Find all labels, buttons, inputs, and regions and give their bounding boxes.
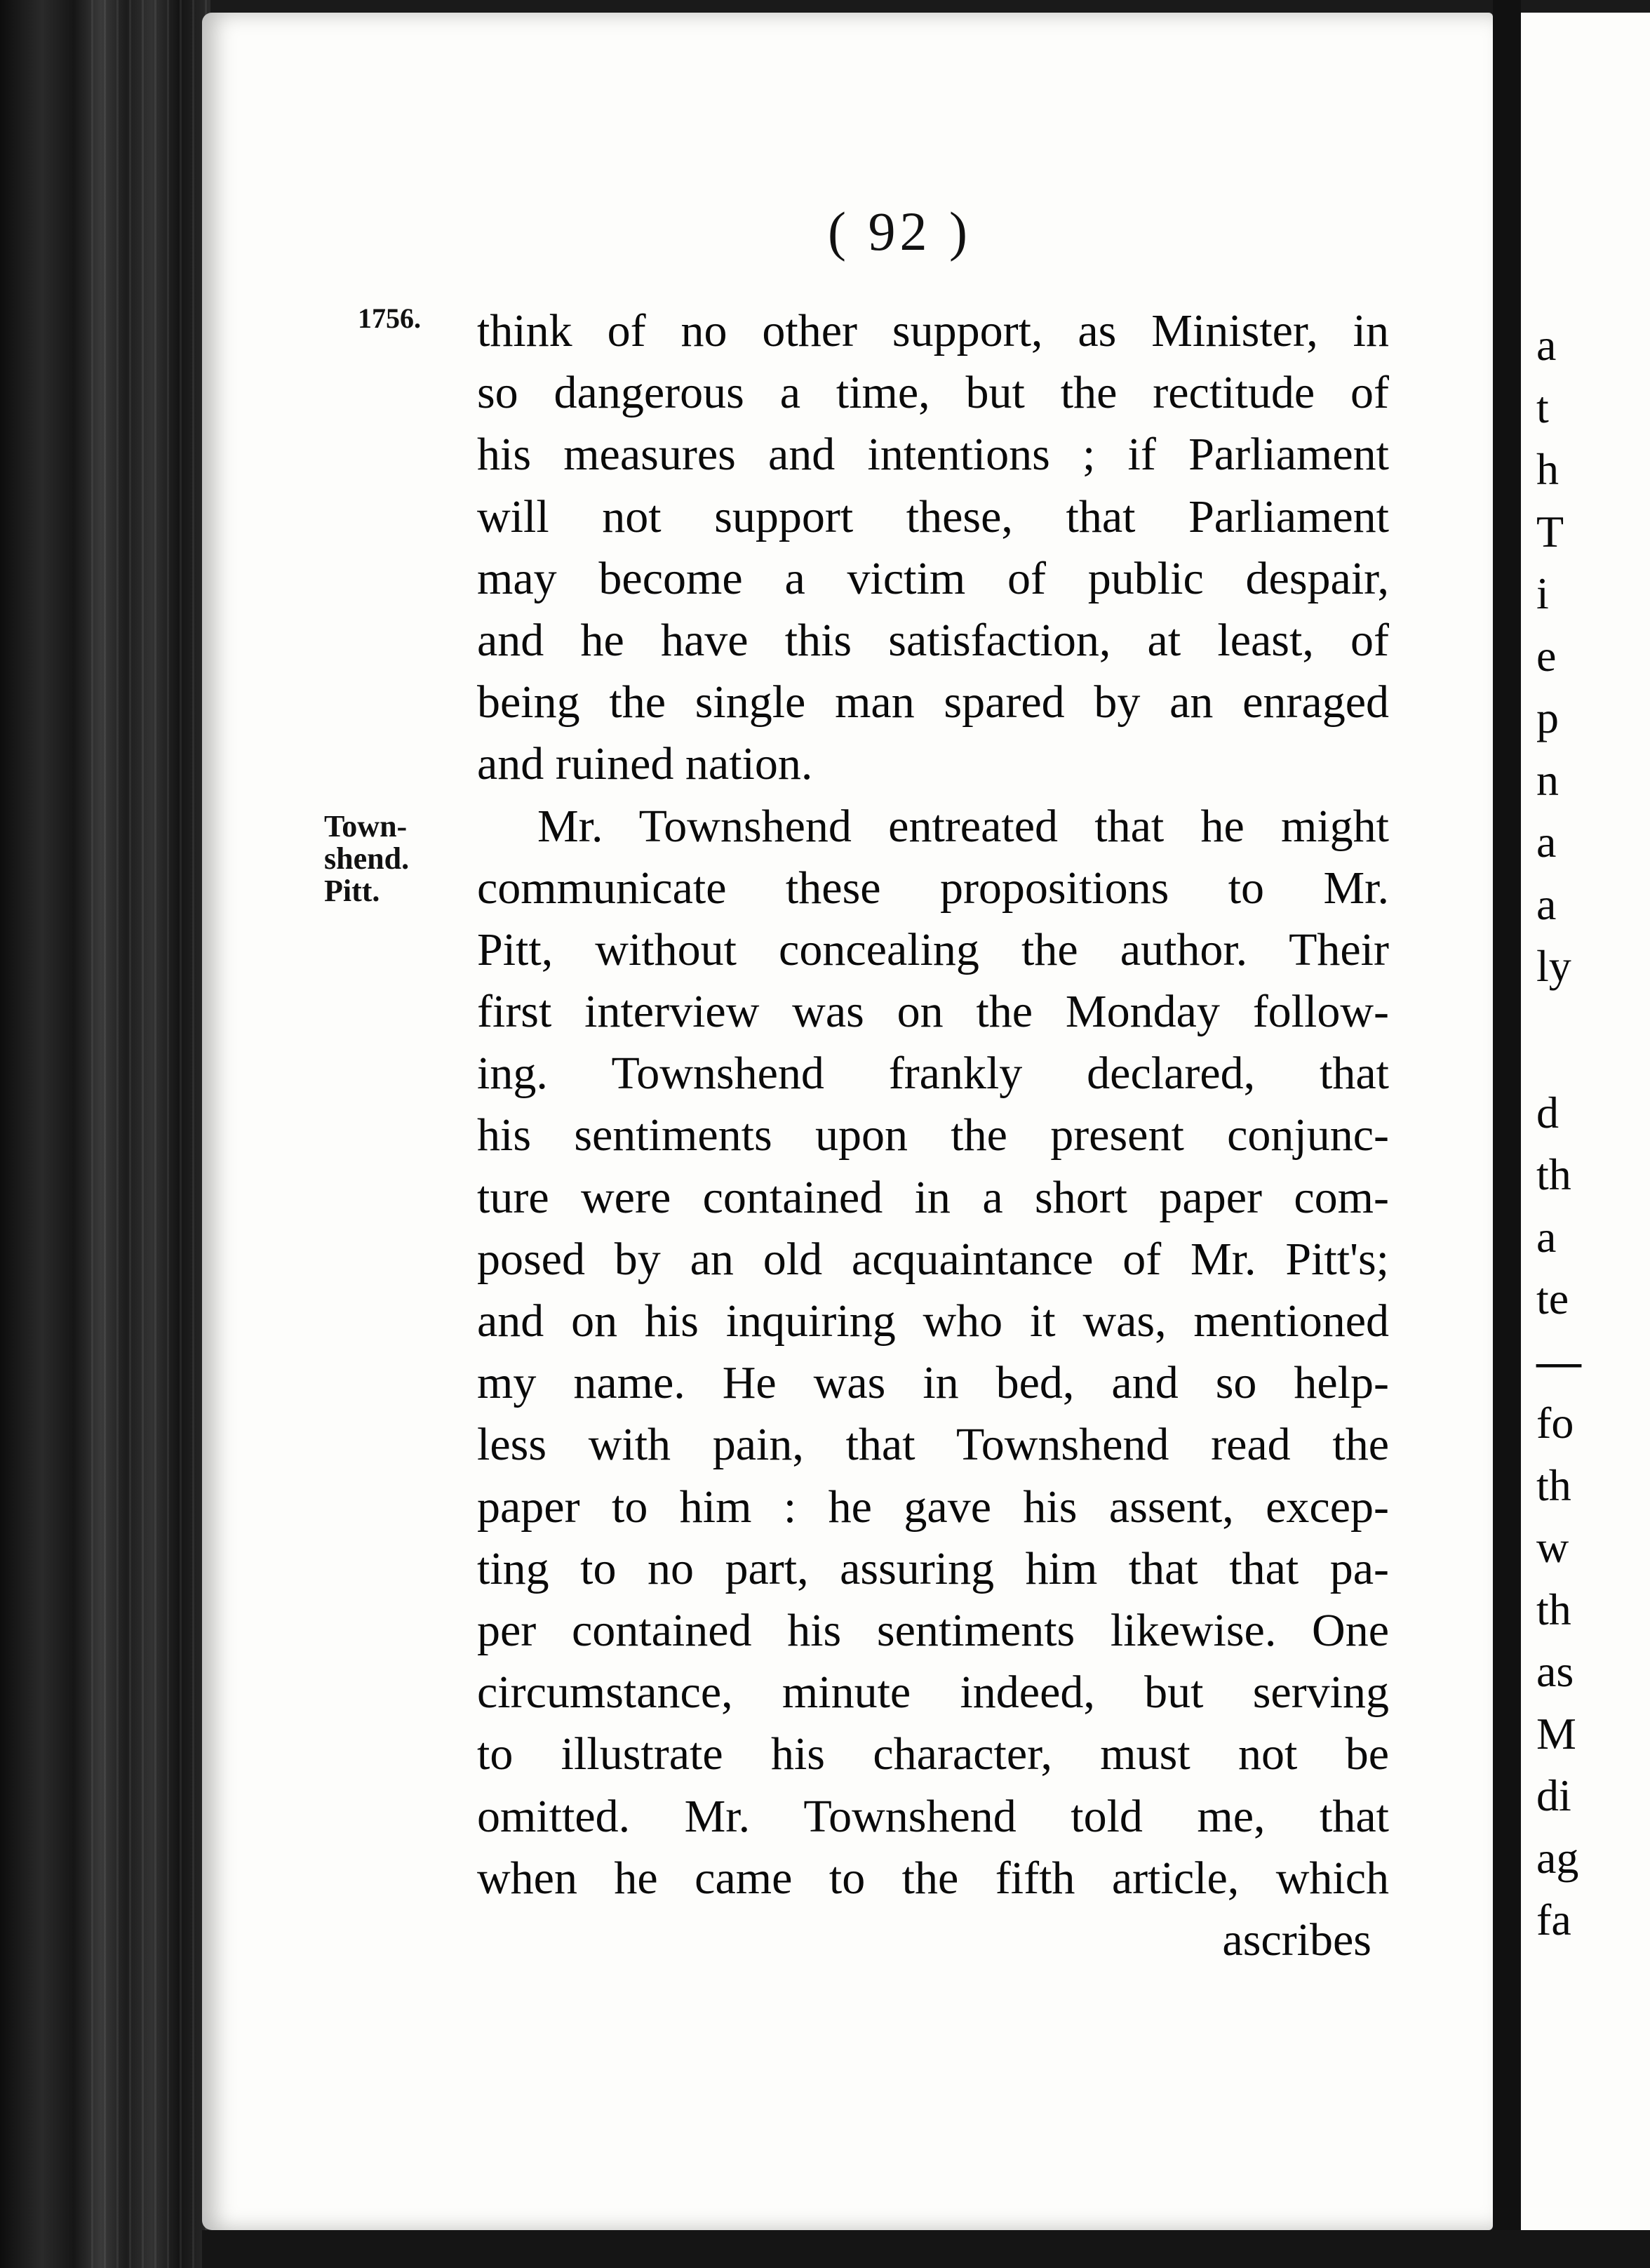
facing-page-text [1536,314,1581,1952]
text-line: and ruined nation. [477,738,813,790]
text-line: and on his inquiring who it was, mentioned [477,1295,1389,1347]
bottom-edge [202,2230,1650,2268]
text-line: when he came to the fifth article, which [477,1852,1389,1904]
facing-fragment: n [1536,754,1559,805]
text-line: will not support these, that Parliament [477,491,1389,542]
facing-fragment: as [1536,1646,1574,1696]
text-line: per contained his sentiments likewise. One [477,1604,1389,1656]
facing-fragment: e [1536,630,1557,681]
sidenote [324,811,409,907]
sidenote-line: shend. [324,841,410,876]
facing-fragment: M [1536,1708,1576,1759]
text-line: ture were contained in a short paper com- [477,1171,1389,1223]
text-line: less with pain, that Townshend read the [477,1419,1389,1471]
text-line: so dangerous a time, but the rectitude of [477,367,1389,419]
sidenote-line: Town- [324,809,408,843]
text-line: ting to no part, assuring him that that pa- [477,1542,1389,1594]
catchword: ascribes [1222,1914,1371,1966]
text-line: may become a victim of public despair, [477,552,1389,604]
facing-page [1521,13,1650,2244]
body-text [477,300,1389,1971]
facing-fragment: h [1536,444,1559,494]
gutter [1493,0,1521,2268]
facing-fragment: a [1536,879,1557,929]
page-edges [91,0,210,2268]
facing-fragment: di [1536,1770,1571,1820]
text-line: omitted. Mr. Townshend told me, that [477,1790,1389,1842]
facing-fragment: — [1536,1335,1581,1386]
text-line: first interview was on the Monday follow- [477,986,1389,1038]
text-line: circumstance, minute indeed, but serving [477,1667,1389,1719]
facing-fragment: w [1536,1522,1569,1572]
facing-fragment: th [1536,1584,1571,1634]
facing-fragment: th [1536,1149,1571,1199]
facing-fragment: a [1536,1211,1557,1262]
text-line: think of no other support, as Minister, in [477,305,1389,356]
text-line: my name. He was in bed, and so help- [477,1357,1389,1409]
facing-fragment: p [1536,693,1559,742]
text-line: and he have this satisfaction, at least, of [477,614,1389,666]
text-line: posed by an old acquaintance of Mr. Pitt's; [477,1233,1389,1285]
facing-fragment: fo [1536,1398,1574,1448]
facing-fragment: T [1536,506,1564,556]
sidenote-line: Pitt. [324,874,380,908]
text-line: ing. Townshend frankly declared, that [477,1048,1389,1100]
facing-fragment: a [1536,320,1557,370]
text-line: his measures and intentions ; if Parliament [477,429,1389,481]
text-line: to illustrate his character, must not be [477,1728,1389,1780]
facing-fragment: fa [1536,1895,1571,1945]
margin-year: 1756. [358,302,421,334]
facing-fragment: i [1536,568,1549,618]
page-number: ( 92 ) [828,201,972,262]
facing-fragment: ag [1536,1832,1579,1883]
facing-fragment: a [1536,817,1557,867]
text-line: communicate these propositions to Mr. [477,862,1389,914]
text-line: his sentiments upon the present conjunc- [477,1109,1389,1161]
facing-fragment: th [1536,1460,1571,1510]
facing-fragment: t [1536,382,1549,432]
text-line: Pitt, without concealing the author. Their [477,923,1389,975]
text-line: Mr. Townshend entreated that he might [537,800,1389,852]
facing-fragment: ly [1536,941,1571,991]
text-line: paper to him : he gave his assent, excep- [477,1481,1389,1533]
text-line: being the single man spared by an enraged [477,676,1389,728]
facing-fragment: d [1536,1087,1559,1138]
facing-fragment: te [1536,1274,1569,1323]
